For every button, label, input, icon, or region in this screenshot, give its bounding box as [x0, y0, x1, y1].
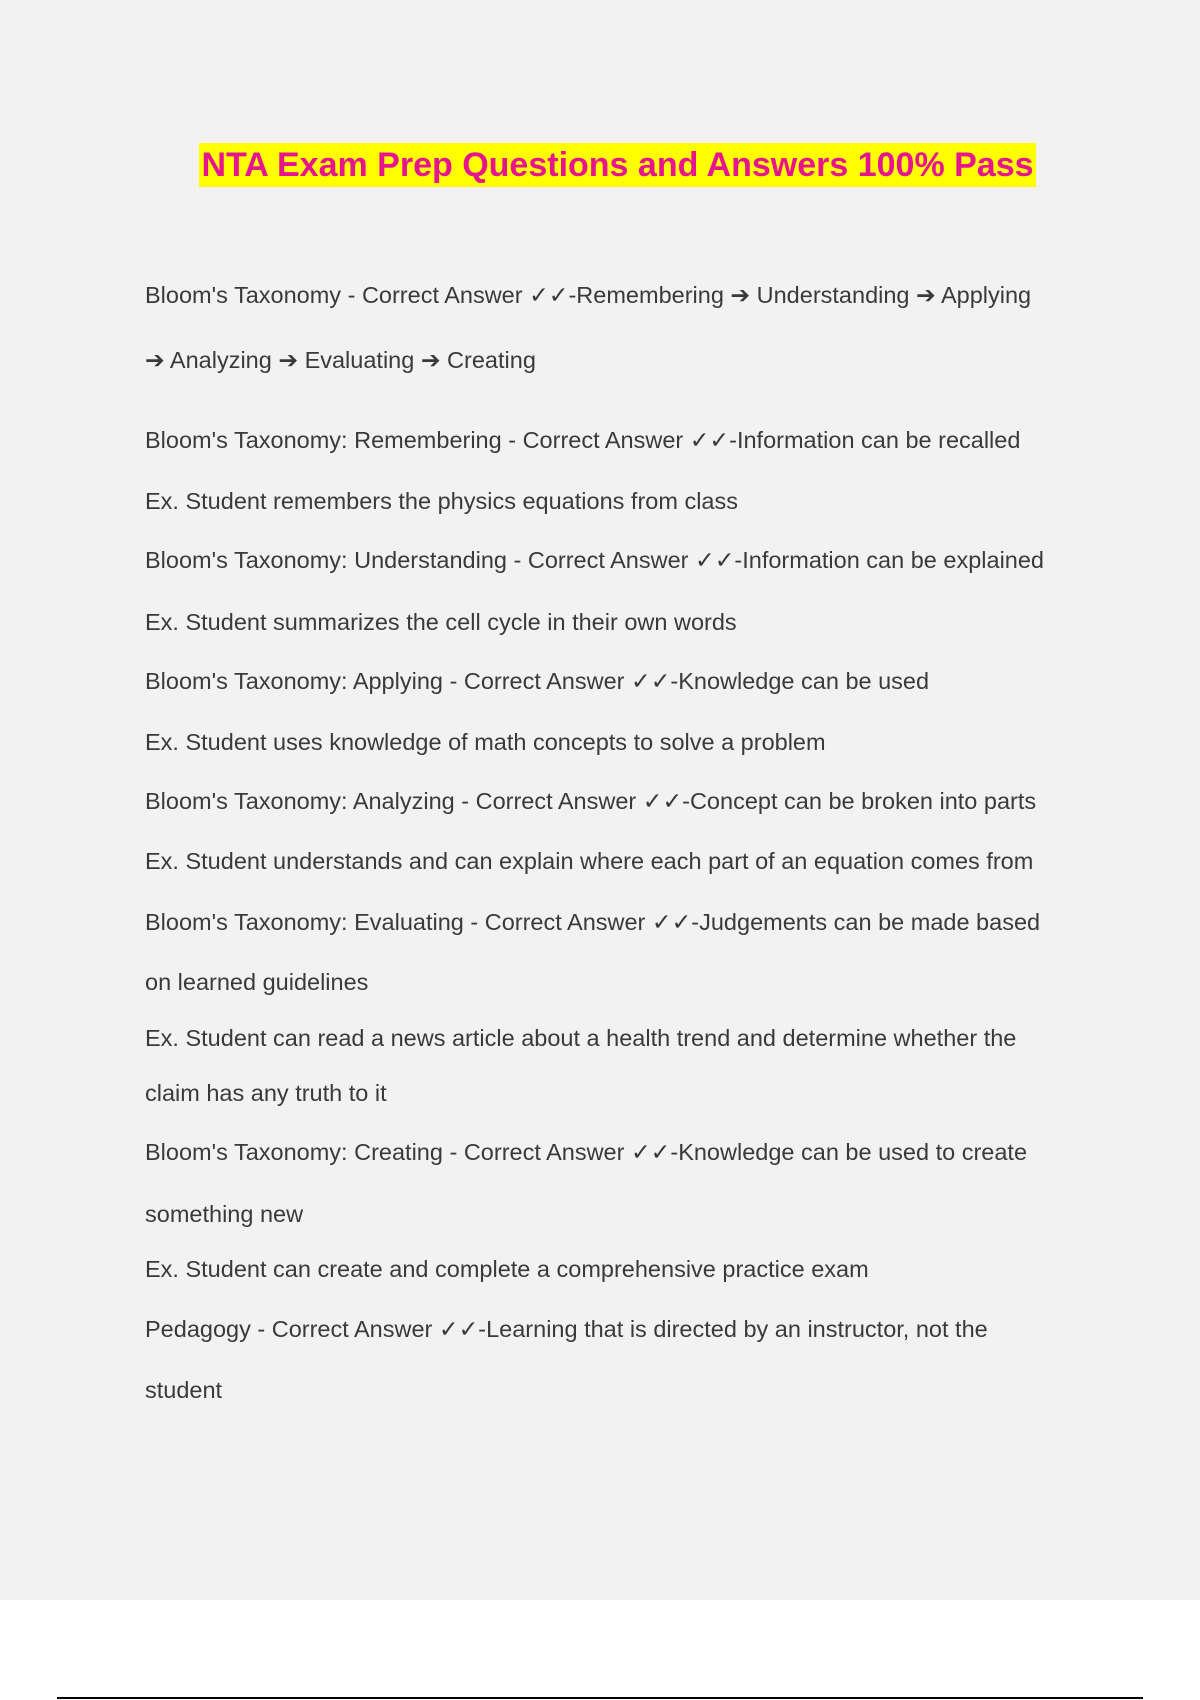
footer-divider [57, 1697, 1143, 1699]
text-line: Bloom's Taxonomy: Applying - Correct Answer ✓✓-Knowledge can be used [145, 668, 930, 694]
text-line: Bloom's Taxonomy - Correct Answer ✓✓-Remembering ➔ Understanding ➔ Applying [145, 282, 1032, 308]
text-line: on learned guidelines [145, 969, 369, 995]
text-line: Pedagogy - Correct Answer ✓✓-Learning that is directed by an instructor, not the [145, 1316, 988, 1342]
text-line: something new [145, 1201, 304, 1227]
text-line: Bloom's Taxonomy: Understanding - Correct Answer ✓✓-Information can be explained [145, 547, 1045, 573]
text-line: Ex. Student understands and can explain where each part of an equation comes from [145, 848, 1034, 874]
text-line: Ex. Student summarizes the cell cycle in their own words [145, 609, 737, 635]
text-line: Ex. Student remembers the physics equations from class [145, 488, 738, 514]
text-line: claim has any truth to it [145, 1080, 387, 1106]
text-line: Bloom's Taxonomy: Evaluating - Correct Answer ✓✓-Judgements can be made based [145, 909, 1041, 935]
text-line: Ex. Student can create and complete a comprehensive practice exam [145, 1256, 869, 1282]
text-line: Ex. Student can read a news article about a health trend and determine whether the [145, 1025, 1017, 1051]
text-line: Bloom's Taxonomy: Analyzing - Correct Answer ✓✓-Concept can be broken into parts [145, 788, 1037, 814]
document-title: NTA Exam Prep Questions and Answers 100% Pass [199, 143, 1035, 187]
text-line: Bloom's Taxonomy: Creating - Correct Answer ✓✓-Knowledge can be used to create [145, 1139, 1028, 1165]
title-container [145, 140, 1090, 190]
text-line: Bloom's Taxonomy: Remembering - Correct Answer ✓✓-Information can be recalled [145, 427, 1021, 453]
text-line: Ex. Student uses knowledge of math concepts to solve a problem [145, 729, 826, 755]
text-line: ➔ Analyzing ➔ Evaluating ➔ Creating [145, 347, 536, 373]
text-line: student [145, 1377, 223, 1403]
